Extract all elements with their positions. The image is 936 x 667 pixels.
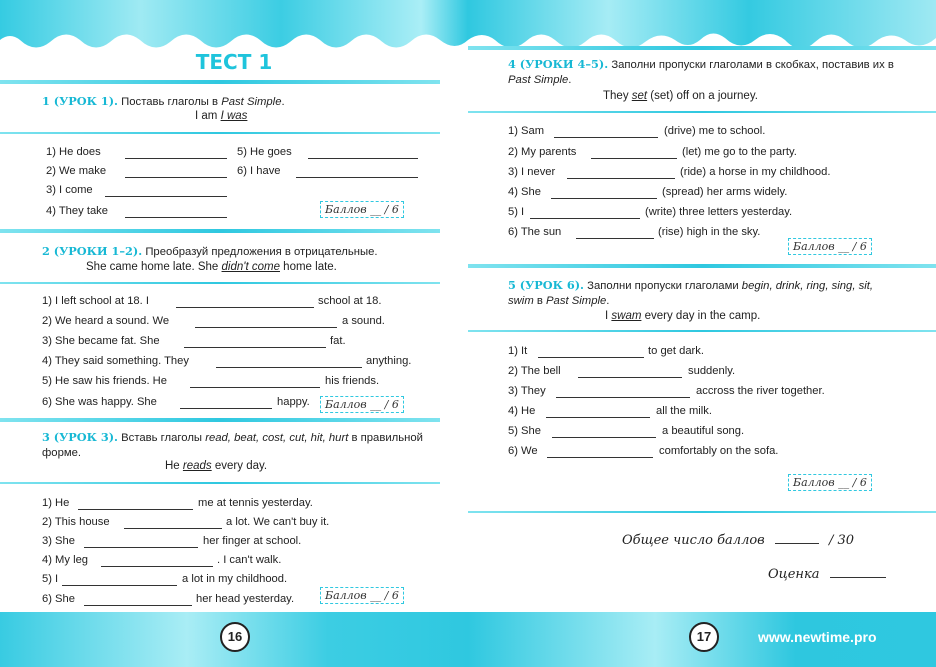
exercise-line: 1) I left school at 18. I [42, 295, 149, 307]
score-box: Баллов __ / 6 [788, 474, 872, 491]
task-heading: 1 (УРОК 1). [42, 94, 118, 108]
answer-blank[interactable] [567, 167, 675, 179]
page-number-17: 17 [689, 622, 719, 652]
answer-blank[interactable] [538, 346, 644, 358]
exercise-line-end: (write) three letters yesterday. [645, 206, 793, 218]
exercise-line: 3) She became fat. She [42, 335, 160, 347]
task-1-instruction: 1 (УРОК 1). Поставь глаголы в Past Simple. [42, 94, 285, 108]
grade: Оценка [768, 566, 886, 582]
task-5-example: I swam every day in the camp. [605, 310, 761, 322]
total-score: Общее число баллов / 30 [622, 533, 855, 548]
answer-blank[interactable] [125, 166, 227, 178]
task-heading: 2 (УРОКИ 1–2). [42, 244, 143, 258]
exercise-line: 3) I never [508, 166, 556, 178]
exercise-line-end: (drive) me to school. [664, 125, 766, 137]
task-3-example: He reads every day. [165, 460, 268, 472]
divider [468, 46, 936, 50]
task-2-example: She came home late. She didn't come home late. [86, 261, 337, 273]
exercise-line-end: . I can't walk. [217, 554, 282, 566]
example-answer: I was [220, 110, 248, 122]
answer-blank[interactable] [195, 316, 337, 328]
answer-blank[interactable] [62, 574, 177, 586]
answer-blank[interactable] [176, 296, 314, 308]
exercise-line: 6) The sun [508, 226, 562, 238]
answer-blank[interactable] [578, 366, 682, 378]
exercise-line-end: (ride) a horse in my childhood. [680, 166, 831, 178]
exercise-line-end: her finger at school. [203, 535, 302, 547]
answer-blank[interactable] [184, 336, 326, 348]
exercise-line-end: a beautiful song. [662, 425, 745, 437]
exercise-line: 4) He [508, 405, 536, 417]
exercise-line-end: his friends. [325, 375, 380, 387]
answer-blank[interactable] [591, 147, 677, 159]
exercise-line-end: happy. [277, 396, 310, 408]
task-1-example: I am I was [195, 110, 248, 122]
divider [468, 111, 936, 113]
answer-blank[interactable] [84, 594, 192, 606]
page-number-16: 16 [220, 622, 250, 652]
exercise-line-end: suddenly. [688, 365, 736, 377]
answer-blank[interactable] [190, 376, 320, 388]
answer-blank[interactable] [308, 147, 418, 159]
exercise-line-end: (spread) her arms widely. [662, 186, 788, 198]
exercise-line: 3) She [42, 535, 75, 547]
divider [0, 229, 440, 233]
example-answer: set [631, 90, 648, 102]
exercise-line: 1) He does [46, 146, 101, 158]
score-box: Баллов __ / 6 [320, 201, 404, 218]
example-answer: swam [611, 310, 642, 322]
answer-blank[interactable] [125, 147, 227, 159]
exercise-line-end: comfortably on the sofa. [659, 445, 779, 457]
task-heading: 4 (УРОКИ 4–5). [508, 57, 609, 71]
divider [468, 264, 936, 268]
exercise-line: 5) He goes [237, 146, 292, 158]
exercise-line-end: anything. [366, 355, 412, 367]
exercise-line: 5) I [508, 206, 525, 218]
exercise-line: 6) She [42, 593, 75, 605]
task-5-instruction: 5 (УРОК 6). Заполни пропуски глаголами begin, drink, ring, sing, sit, swim в Past Simple. [508, 278, 874, 307]
answer-blank[interactable] [216, 356, 362, 368]
exercise-line: 2) We make [46, 165, 107, 177]
answer-blank[interactable] [530, 207, 640, 219]
answer-blank[interactable] [84, 536, 198, 548]
answer-blank[interactable] [296, 166, 418, 178]
task-3-instruction: 3 (УРОК 3). Вставь глаголы read, beat, cost, cut, hit, hurt в правильной форме. [42, 430, 423, 459]
divider [0, 282, 440, 284]
example-answer: didn't come [221, 261, 280, 273]
exercise-line: 1) He [42, 497, 70, 509]
divider [0, 80, 440, 84]
divider [468, 511, 936, 513]
divider [0, 482, 440, 484]
task-2-instruction: 2 (УРОКИ 1–2). Преобразуй предложения в отрицательные. [42, 244, 378, 258]
answer-blank[interactable] [78, 498, 193, 510]
exercise-line: 5) He saw his friends. He [42, 375, 167, 387]
answer-blank[interactable] [554, 126, 658, 138]
exercise-line: 2) This house [42, 516, 110, 528]
answer-blank[interactable] [775, 532, 819, 544]
exercise-line: 4) They said something. They [42, 355, 189, 367]
divider [468, 330, 936, 332]
exercise-line-end: her head yesterday. [196, 593, 295, 605]
answer-blank[interactable] [830, 566, 886, 578]
answer-blank[interactable] [124, 517, 222, 529]
exercise-line: 1) Sam [508, 125, 545, 137]
answer-blank[interactable] [576, 227, 654, 239]
exercise-line: 2) We heard a sound. We [42, 315, 170, 327]
page-title: ТЕСТ 1 [195, 50, 273, 74]
exercise-line: 4) They take [46, 205, 108, 217]
exercise-line: 3) I come [46, 184, 93, 196]
task-4-example: They set (set) off on a journey. [603, 90, 758, 102]
exercise-line-end: a sound. [342, 315, 385, 327]
answer-blank[interactable] [105, 185, 227, 197]
exercise-line-end: a lot. We can't buy it. [226, 516, 330, 528]
exercise-line: 2) My parents [508, 146, 577, 158]
answer-blank[interactable] [551, 187, 657, 199]
exercise-line: 6) We [508, 445, 538, 457]
exercise-line: 6) She was happy. She [42, 396, 157, 408]
exercise-line: 4) She [508, 186, 541, 198]
exercise-line: 5) She [508, 425, 541, 437]
answer-blank[interactable] [125, 206, 227, 218]
exercise-line: 3) They [508, 385, 546, 397]
exercise-line: 6) I have [237, 165, 281, 177]
task-4-instruction: 4 (УРОКИ 4–5). Заполни пропуски глаголами в скобках, поставив их в Past Simple. [508, 57, 894, 86]
exercise-line-end: (rise) high in the sky. [658, 226, 761, 238]
answer-blank[interactable] [556, 386, 690, 398]
exercise-line-end: school at 18. [318, 295, 382, 307]
divider [0, 418, 440, 422]
exercise-line-end: (let) me go to the party. [682, 146, 797, 158]
exercise-line-end: me at tennis yesterday. [198, 497, 313, 509]
divider [0, 132, 440, 134]
score-box: Баллов __ / 6 [320, 587, 404, 604]
exercise-line: 4) My leg [42, 554, 89, 566]
exercise-line: 1) It [508, 345, 528, 357]
exercise-line-end: accross the river together. [696, 385, 825, 397]
exercise-line: 5) I [42, 573, 59, 585]
exercise-line: 2) The bell [508, 365, 561, 377]
answer-blank[interactable] [552, 426, 656, 438]
example-answer: reads [182, 460, 212, 472]
score-box: Баллов __ / 6 [788, 238, 872, 255]
exercise-line-end: to get dark. [648, 345, 704, 357]
task-heading: 5 (УРОК 6). [508, 278, 584, 292]
exercise-line-end: a lot in my childhood. [182, 573, 288, 585]
exercise-line-end: fat. [330, 335, 346, 347]
answer-blank[interactable] [180, 397, 272, 409]
website-link[interactable]: www.newtime.pro [758, 629, 877, 645]
score-box: Баллов __ / 6 [320, 396, 404, 413]
answer-blank[interactable] [547, 446, 653, 458]
exercise-line-end: all the milk. [656, 405, 712, 417]
answer-blank[interactable] [546, 406, 650, 418]
answer-blank[interactable] [101, 555, 213, 567]
task-heading: 3 (УРОК 3). [42, 430, 118, 444]
